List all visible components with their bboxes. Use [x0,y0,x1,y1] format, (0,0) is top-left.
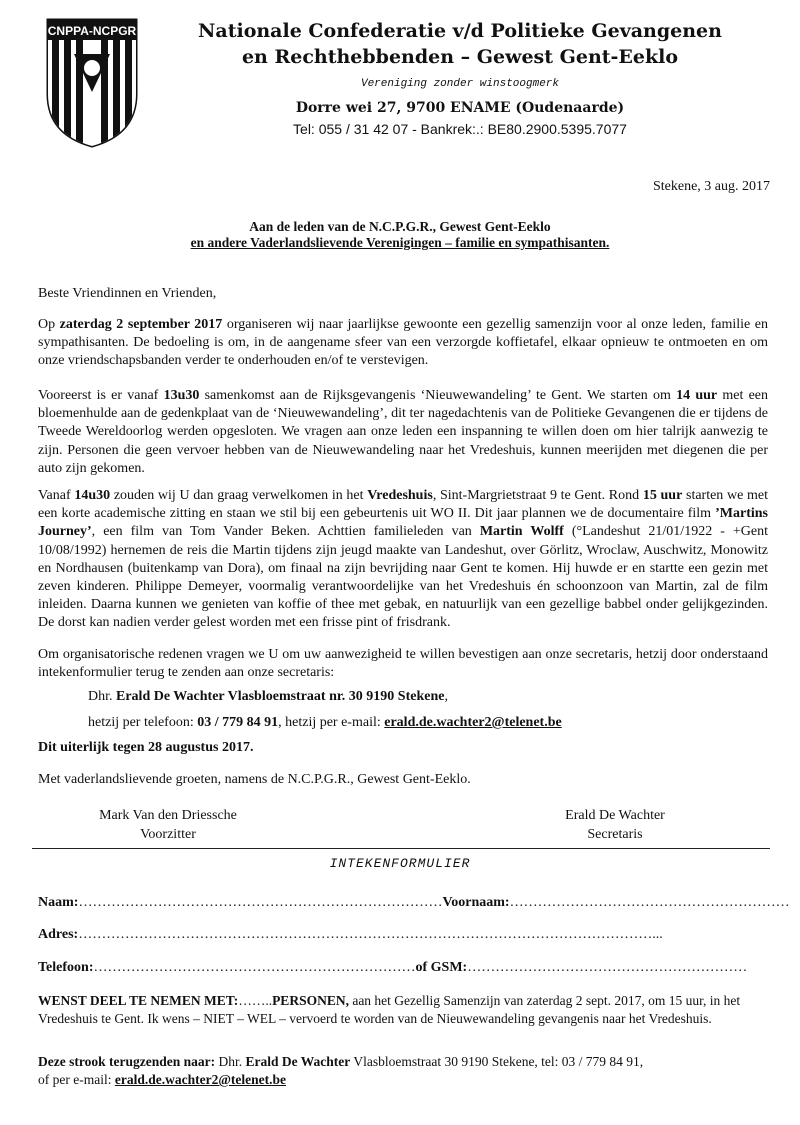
secretary-address: Dhr. Erald De Wachter Vlasbloemstraat nr. 30 9190 Stekene, [88,689,448,704]
form-address-row: Adres:……………………………………………………………………………………………………………... [38,927,663,942]
header-org-name-line2: en Rechthebbenden – Gewest Gent-Eeklo [241,46,679,68]
paragraph-program: Vanaf 14u30 zouden wij U dan graag verwelkomen in het Vredeshuis, Sint-Margrietstraat 9 te Gent. Rond 15 uur starten we met een korte academische zitting en staan we stil bij een gebeurtenis uit WO II. Dit jaar plannen we de documentaire film ’Martins Journey’, een film van Tom Vander Beken. Achttien familieleden van Martin Wolff (°Landeshut 21/01/1922 - +Gent 10/08/1992) hernemen de reis die Martin tijdens zijn jeugd maakte van Landeshut, over Görlitz, Wroclaw, Auschwitz, Monowitz en Nordhausen (buitenkamp van Dora), om finaal na zijn bevrijding naar Gent te komen. Hij huwde er en startte een gezin met zeven kinderen. Philippe Demeyer, voormalig verantwoordelijke van het Vredeshuis én schoonzoon van Martin, zal de film inleiden. Daarna kunnen we genieten van koffie of thee met gebak, en natuurlijk van een gezellige babbel onder gelijkgezinden. De dorst kan nadien verder gelest worden met een frisse pint of frisdrank. [38,488,768,631]
salutation: Beste Vriendinnen en Vrienden, [38,286,217,301]
form-phone-row: Telefoon:……………………………………………………………of GSM:…………………………………………………… [38,960,748,975]
persons-count-field[interactable]: …….. [238,993,273,1008]
header-address: Dorre wei 27, 9700 ENAME (Oudenaarde) [295,100,625,116]
paragraph-confirmation: Om organisatorische redenen vragen we U om uw aanwezigheid te willen bevestigen aan onze secretaris, hetzij door onderstaand intekenformulier terug te zenden aan onze secretaris: [38,647,768,681]
organization-logo [44,16,140,148]
letter-date: Stekene, 3 aug. 2017 [652,179,770,194]
return-instructions: Deze strook terugzenden naar: Dhr. Erald De Wachter Vlasbloemstraat 30 9190 Stekene, tel: 03 / 779 84 91, of per e-mail: erald.de.wachter2@telenet.be [38,1054,644,1087]
addressee-line1: Aan de leden van de N.C.P.G.R., Gewest Gent-Eeklo [249,219,551,234]
participation-statement: WENST DEEL TE NEMEN MET:……..PERSONEN, aan het Gezellig Samenzijn van zaterdag 2 sept. 2017, om 15 uur, in het Vredeshuis te Gent. Ik wens – NIET – WEL – vervoerd te worden van de Nieuwewandeling gevangenis naar het Vredeshuis. [38,993,741,1026]
telefoon-field[interactable]: …………………………………………………………… [93,960,416,975]
header-org-name-line1: Nationale Confederatie v/d Politieke Gevangenen [198,20,722,42]
return-email-link[interactable]: erald.de.wachter2@telenet.be [114,1072,286,1087]
voornaam-field[interactable]: …………………………………………………… [509,895,790,910]
adres-field[interactable]: ……………………………………………………………………………………………………………... [78,927,663,942]
addressee-line2: en andere Vaderlandslievende Verenigingen – familie en sympathisanten. [190,235,610,250]
divider [32,848,770,849]
form-title: INTEKENFORMULIER [329,856,471,871]
closing-greeting: Met vaderlandslievende groeten, namens de N.C.P.G.R., Gewest Gent-Eeklo. [38,772,471,787]
deadline: Dit uiterlijk tegen 28 augustus 2017. [38,740,254,755]
secretary-contact: hetzij per telefoon: 03 / 779 84 91, hetzij per e-mail: erald.de.wachter2@telenet.be [88,715,562,730]
signature-chairman: Mark Van den Driessche Voorzitter [99,808,237,842]
naam-field[interactable]: …………………………………………………………………… [78,895,443,910]
secretary-email-link[interactable]: erald.de.wachter2@telenet.be [384,715,562,730]
svg-text:CNPPA-NCPGR: CNPPA-NCPGR [47,24,137,38]
secretary-phone: 03 / 779 84 91 [197,715,279,730]
signature-secretary: Erald De Wachter Secretaris [565,808,665,842]
gsm-field[interactable]: …………………………………………………… [467,960,748,975]
header-phone-bank: Tel: 055 / 31 42 07 - Bankrek:.: BE80.2900.5395.7077 [293,121,627,137]
paragraph-flower-tribute: Vooreerst is er vanaf 13u30 samenkomst aan de Rijksgevangenis ‘Nieuwewandeling’ te Gent. We starten om 14 uur met een bloemenhulde aan de gedenkplaat van de ‘Nieuwewandeling’, dit ter nagedachtenis van de Politieke Gevangenen die er tijdens de Tweede Wereldoorlog werden opgesloten. We vragen aan onze leden een inspanning te willen doen om hier talrijk aanwezig te zijn. Personen die geen vervoer hebben van de Nieuwewandeling naar het Vredeshuis, kunnen meerijden met diegenen die per auto zijn gekomen. [38,388,769,476]
paragraph-intro: Op zaterdag 2 september 2017 organiseren wij naar jaarlijkse gewoonte een gezellig samenzijn voor al onze leden, familie en sympathisanten. De bedoeling is om, in de aangename sfeer van een verzorgde koffietafel, elkaar opnieuw te ontmoeten en om onze vriendschapsbanden verder te onderhouden en/of te verstevigen. [38,317,768,369]
header-org-type: Vereniging zonder winstoogmerk [360,78,560,90]
form-name-row: Naam:……………………………………………………………………Voornaam:…………………………………………………… [38,895,790,910]
